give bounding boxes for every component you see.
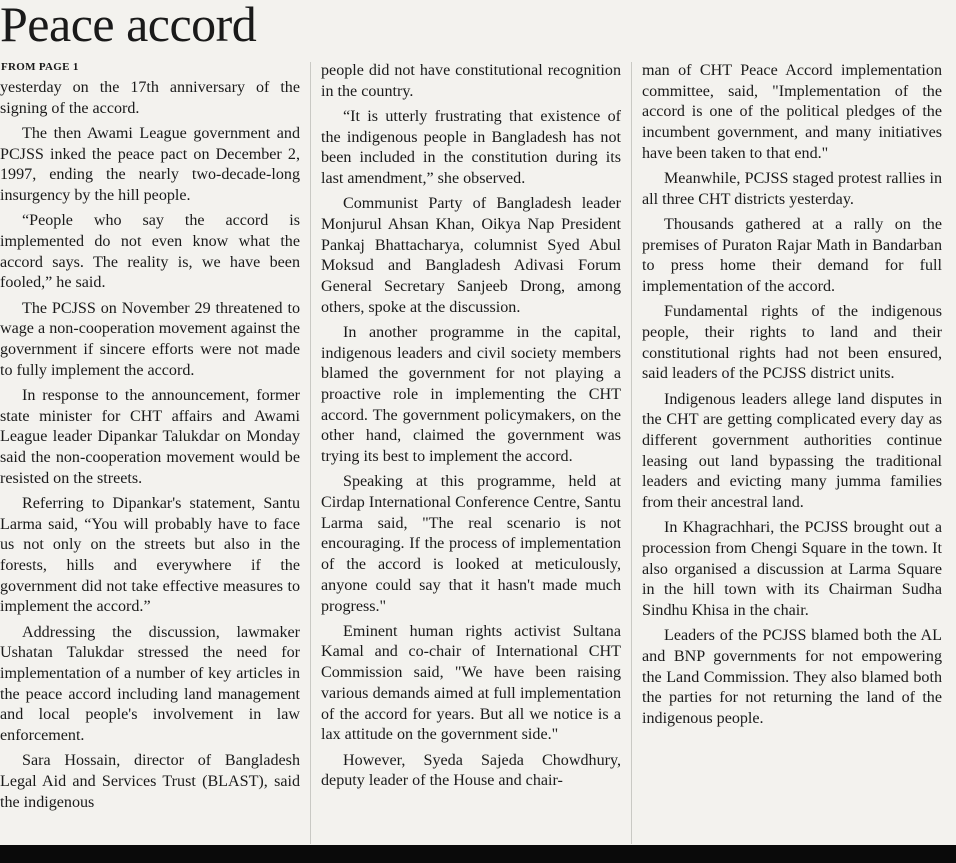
article-paragraph: Communist Party of Bangladesh leader Monjurul Ahsan Khan, Oikya Nap President Pankaj Bhattacharya, columnist Syed Abul Moksud and Bangladesh Adivasi Forum General Secretary Sanjeeb Drong, among others, spoke at the discussion. — [321, 195, 621, 316]
article-paragraph: “It is utterly frustrating that existence of the indigenous people in Bangladesh has not been included in the constitution during its last amendment,” she observed. — [321, 107, 621, 188]
article-paragraph: In Khagrachhari, the PCJSS brought out a procession from Chengi Square in the town. It also organised a discussion at Larma Square in the hill town with its Chairman Sudha Sindhu Khisa in the chair. — [642, 519, 942, 620]
article-paragraph: Fundamental rights of the indigenous people, their rights to land and their constitutional rights had not been ensured, said leaders of the PCJSS district units. — [642, 303, 942, 383]
article-paragraph: Speaking at this programme, held at Cirdap International Conference Centre, Santu Larma said, "The real scenario is not encouraging. If the process of implementation of the accord is looked at meticulously, anyone could say that it hasn't made much progress." — [321, 473, 621, 615]
article-column-2 — [321, 61, 621, 796]
article-paragraph: yesterday on the 17th anniversary of the signing of the accord. — [0, 79, 300, 117]
column-divider — [310, 62, 311, 844]
article-paragraph: Meanwhile, PCJSS staged protest rallies in all three CHT districts yesterday. — [642, 170, 942, 208]
article-paragraph: Eminent human rights activist Sultana Kamal and co-chair of International CHT Commission said, "We have been raising various demands aimed at full implementation of the accord for years. But all we notice is a lax attitude on the government side." — [321, 622, 621, 744]
article-paragraph: Indigenous leaders allege land disputes in the CHT are getting complicated every day as different government authorities continue leasing out land bypassing the traditional leaders and evicting many jumma families from their ancestral land. — [642, 390, 942, 512]
column-divider — [631, 62, 632, 844]
article-column-1 — [0, 78, 300, 818]
bottom-black-bar — [0, 845, 956, 863]
article-paragraph: In response to the announcement, former state minister for CHT affairs and Awami League leader Dipankar Talukdar on Monday said the non-cooperation movement would be resisted on the streets. — [0, 386, 300, 487]
article-paragraph: The then Awami League government and PCJSS inked the peace pact on December 2, 1997, ending the nearly two-decade-long insurgency by the hill people. — [0, 124, 300, 205]
article-paragraph: Leaders of the PCJSS blamed both the AL and BNP governments for not empowering the Land Commission. They also blamed both the parties for not returning the land of the indigenous people. — [642, 627, 942, 728]
from-page-label: FROM PAGE 1 — [1, 61, 79, 73]
article-paragraph: Referring to Dipankar's statement, Santu Larma said, “You will probably have to face us not only on the streets but also in the forests, hills and everywhere if the government did not take effective measures to implement the accord.” — [0, 494, 300, 616]
article-paragraph: The PCJSS on November 29 threatened to wage a non-cooperation movement against the government if sincere efforts were not made to fully implement the accord. — [0, 299, 300, 379]
article-column-3 — [642, 61, 942, 734]
article-paragraph: Addressing the discussion, lawmaker Ushatan Talukdar stressed the need for implementation of a number of key articles in the peace accord including land management and local people's involvement in law enforcement. — [0, 623, 300, 745]
article-paragraph: man of CHT Peace Accord implementation committee, said, "Implementation of the accord is one of the political pledges of the incumbent government, and many initiatives have been taken to that end." — [642, 62, 942, 162]
headline: Peace accord — [0, 0, 257, 52]
article-paragraph: In another programme in the capital, indigenous leaders and civil society members blamed the government for not playing a proactive role in implementing the CHT accord. The government policymakers, on the other hand, claimed the government was trying its best to implement the accord. — [321, 323, 621, 466]
article-paragraph: people did not have constitutional recognition in the country. — [321, 62, 621, 100]
article-paragraph: Sara Hossain, director of Bangladesh Legal Aid and Services Trust (BLAST), said the indigenous — [0, 752, 300, 811]
article-paragraph: Thousands gathered at a rally on the premises of Puraton Rajar Math in Bandarban to press home their demand for full implementation of the accord. — [642, 215, 942, 296]
article-paragraph: “People who say the accord is implemented do not even know what the accord says. The reality is, we have been fooled,” he said. — [0, 212, 300, 292]
article-paragraph: However, Syeda Sajeda Chowdhury, deputy leader of the House and chair- — [321, 751, 621, 790]
